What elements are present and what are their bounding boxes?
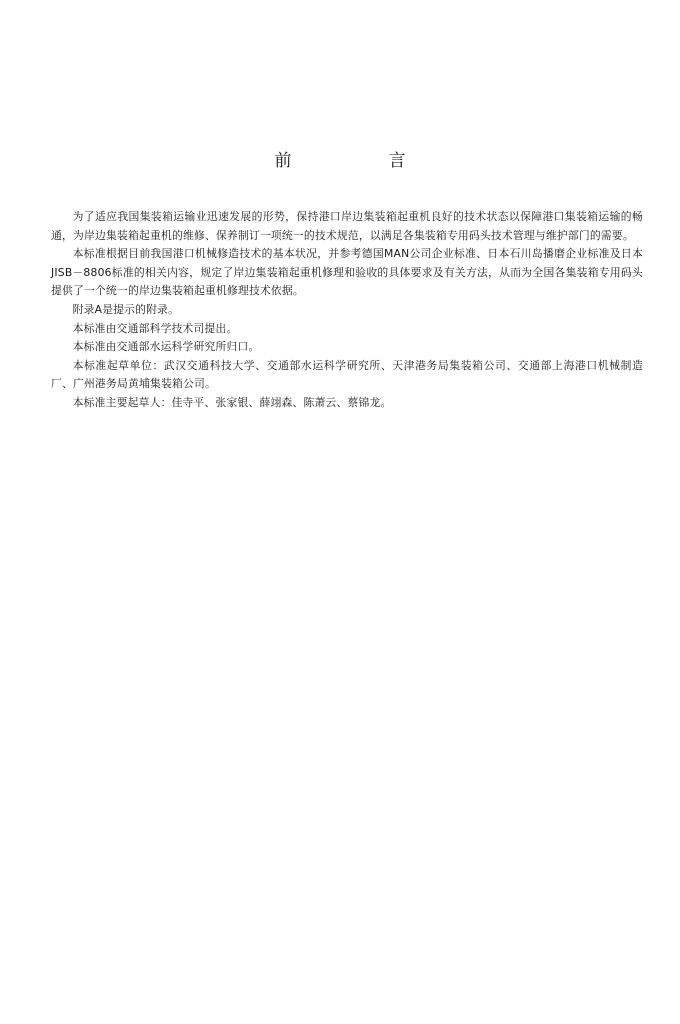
paragraph-basis: 本标准根据目前我国港口机械修造技术的基本状况，并参考德国MAN公司企业标准、日本石川岛播磨企业标准及日本JISB－8806标准的相关内容，规定了岸边集装箱起重机修理和验收的具体要求及有关方法，从而为全国各集装箱专用码头提供了一个统一的岸边集装箱起重机修理技术依据。	[51, 247, 643, 298]
paragraph-drafters: 本标准主要起草人：佳寺平、张家银、薛翊森、陈萧云、蔡锦龙。	[72, 395, 392, 409]
paragraph-drafting-units: 本标准起草单位：武汉交通科技大学、交通部水运科学研究所、天津港务局集装箱公司、交通部上海港口机械制造厂、广州港务局黄埔集装箱公司。	[51, 358, 643, 391]
paragraph-proposer: 本标准由交通部科学技术司提出。	[72, 321, 238, 335]
body-text	[51, 208, 643, 413]
page-title: 前 言	[274, 151, 446, 171]
paragraph-purpose: 为了适应我国集装箱运输业迅速发展的形势，保持港口岸边集装箱起重机良好的技术状态以保障港口集装箱运输的畅通，为岸边集装箱起重机的维修、保养制订一项统一的技术规范，以满足各集装箱专用码头技术管理与维护部门的需要。	[51, 210, 643, 242]
paragraph-appendix: 附录A是提示的附录。	[72, 302, 180, 316]
paragraph-administrator: 本标准由交通部水运科学研究所归口。	[72, 340, 260, 354]
